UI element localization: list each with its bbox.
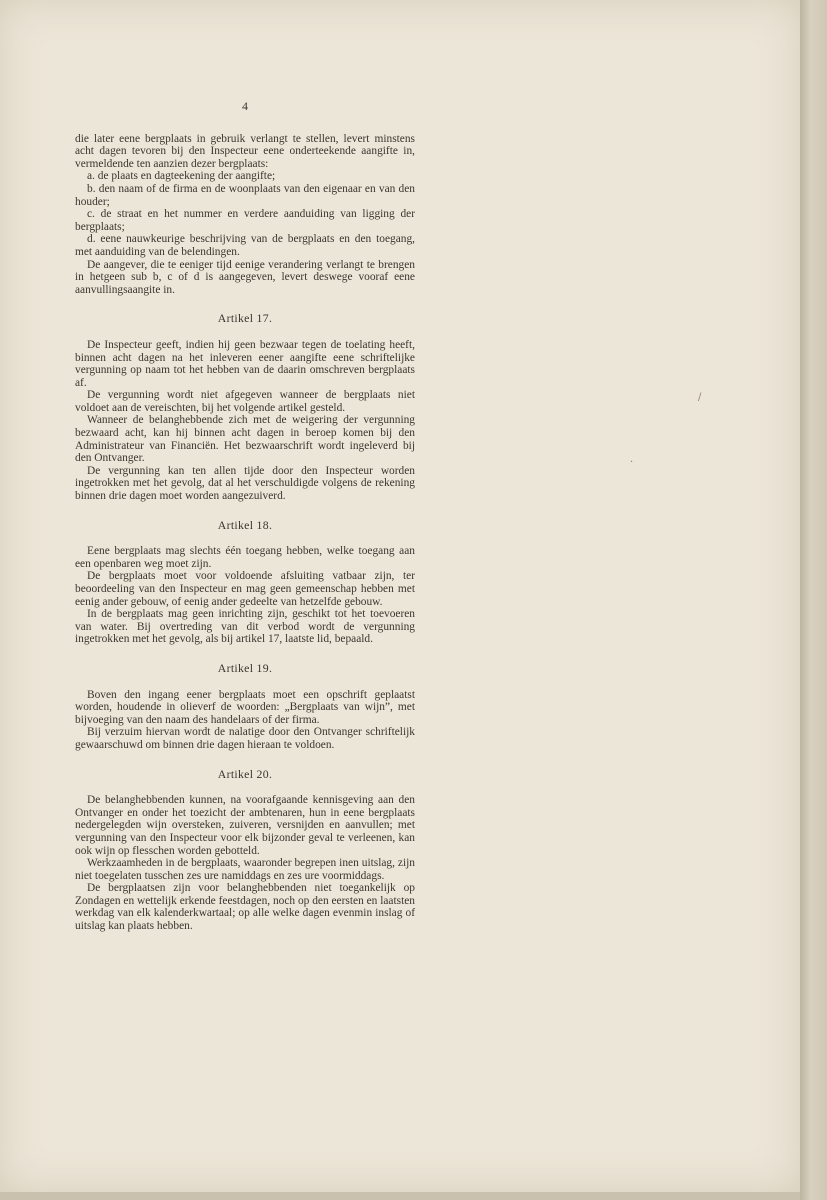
page-edge [800, 0, 827, 1200]
article-17-paragraph: De Inspecteur geeft, indien hij geen bezwaar tegen de toelating heeft, binnen acht dagen na het inleveren eener aangifte eene schriftelijke vergunning op naam tot het hebben van de daarin omschreven bergplaats af. [75, 338, 415, 389]
article-19-paragraph: Boven den ingang eener bergplaats moet een opschrift geplaatst worden, houdende in olieverf de woorden: „Bergplaats van wijn”, met bijvoeging van den naam des handelaars of der firma. [75, 688, 415, 726]
article-18-paragraph: Eene bergplaats mag slechts één toegang hebben, welke toegang aan een openbaren weg moet zijn. [75, 545, 415, 570]
intro-item-c: c. de straat en het nummer en verdere aanduiding van ligging der bergplaats; [75, 208, 415, 233]
article-17-title: Artikel 17. [217, 311, 273, 326]
article-17-paragraph: Wanneer de belanghebbende zich met de weigering der vergunning bezwaard acht, kan hij binnen acht dagen in beroep komen bij den Administrateur van Financiën. Het bezwaarschrift wordt ingeleverd bij den Ontvanger. [75, 414, 415, 465]
article-20-paragraph: De belanghebbenden kunnen, na voorafgaande kennisgeving aan den Ontvanger en onder het toezicht der ambtenaren, hun in eene bergplaats nedergelegden wijn oversteken, zuiveren, versnijden en aanvullen; met vergunning van den Inspecteur voor elk bijzonder geval te verleenen, kan ook wijn op flesschen worden gebotteld. [75, 794, 415, 857]
intro-item-d: d. eene nauwkeurige beschrijving van de bergplaats en den toegang, met aanduiding van de belendingen. [75, 233, 415, 258]
paper-speck: · [630, 457, 634, 468]
page-number: 4 [242, 99, 248, 113]
article-19-paragraph: Bij verzuim hiervan wordt de nalatige door den Ontvanger schriftelijk gewaarschuwd om binnen drie dagen hieraan te voldoen. [75, 726, 415, 751]
page-body [75, 100, 415, 933]
intro-paragraph: die later eene bergplaats in gebruik verlangt te stellen, levert minstens acht dagen tevoren bij den Inspecteur eene onderteekende aangifte in, vermeldende ten aanzien dezer bergplaats: [75, 132, 415, 170]
article-18-paragraph: De bergplaats moet voor voldoende afsluiting vatbaar zijn, ter beoordeeling van den Inspecteur en mag geen gemeenschap hebben met eenig ander gebouw, of eenig ander gedeelte van hetzelfde gebouw. [75, 570, 415, 608]
article-19-title: Artikel 19. [217, 660, 273, 675]
article-18-paragraph: In de bergplaats mag geen inrichting zijn, geschikt tot het toevoeren van water. Bij overtreding van dit verbod wordt de vergunning ingetrokken met het gevolg, als bij artikel 17, laatste lid, bepaald. [75, 608, 415, 646]
intro-paragraph: De aangever, die te eeniger tijd eenige verandering verlangt te brengen in hetgeen sub b, c of d is aangegeven, levert deswege vooraf eene aanvullingsaangite in. [75, 258, 415, 296]
paper-speck: / [698, 392, 702, 403]
intro-item-a: a. de plaats en dagteekening der aangifte; [87, 170, 276, 183]
article-20-paragraph: Werkzaamheden in de bergplaats, waaronder begrepen inen uitslag, zijn niet toegelaten tusschen zes ure namiddags en zes ure voormiddags. [75, 857, 415, 882]
intro-item-b: b. den naam of de firma en de woonplaats van den eigenaar en van den houder; [75, 182, 415, 208]
article-17-paragraph: De vergunning kan ten allen tijde door den Inspecteur worden ingetrokken met het gevolg, dat al het verschuldigde volgens de rekening binnen drie dagen moet worden aangezuiverd. [75, 464, 415, 503]
article-20-paragraph: De bergplaatsen zijn voor belanghebbenden niet toegankelijk op Zondagen en wettelijk erkende feestdagen, noch op den eersten en laatsten werkdag van elk kalenderkwartaal; op alle welke dagen evenmin inslag of uitslag kan plaats hebben. [75, 882, 415, 933]
article-17-paragraph: De vergunning wordt niet afgegeven wanneer de bergplaats niet voldoet aan de vereischten, bij het volgende artikel gesteld. [75, 389, 415, 414]
article-20-title: Artikel 20. [217, 766, 273, 781]
article-18-title: Artikel 18. [217, 517, 273, 532]
